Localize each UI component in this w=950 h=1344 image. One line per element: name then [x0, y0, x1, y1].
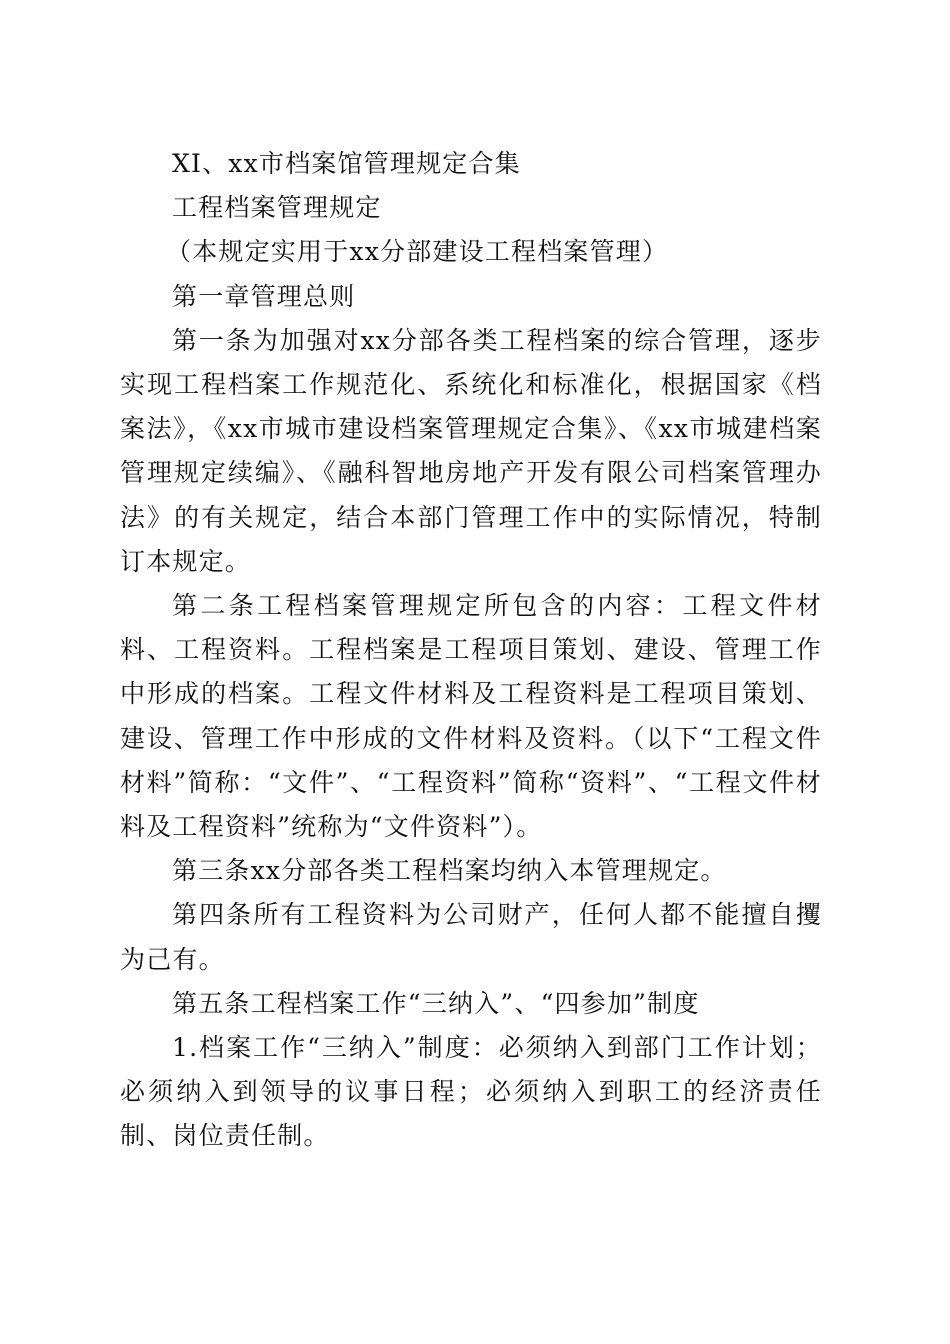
article-5-item-1-paragraph: 1.档案工作“三纳入”制度：必须纳入到部门工作计划；必须纳入到领导的议事日程；必须纳入到职工的经济责任制、岗位责任制。	[120, 1033, 822, 1151]
article-3-paragraph: 第三条xx分部各类工程档案均纳入本管理规定。	[172, 856, 727, 886]
article-1-paragraph: 第一条为加强对xx分部各类工程档案的综合管理，逐步实现工程档案工作规范化、系统化和标准化，根据国家《档案法》，《xx市城市建设档案管理规定合集》、《xx市城建档案管理规定续编》、《融科智地房地产开发有限公司档案管理办法》的有关规定，结合本部门管理工作中的实际情况，特制订本规定。	[120, 325, 822, 576]
article-4-paragraph: 第四条所有工程资料为公司财产，任何人都不能擅自攫为己有。	[120, 900, 822, 974]
chapter-heading: 第一章管理总则	[172, 281, 356, 311]
document-subtitle: （本规定实用于xx分部建设工程档案管理）	[166, 237, 669, 267]
article-2-paragraph: 第二条工程档案管理规定所包含的内容：工程文件材料、工程资料。工程档案是工程项目策划、建设、管理工作中形成的档案。工程文件材料及工程资料是工程项目策划、建设、管理工作中形成的文件材料及资料。（以下“工程文件材料”简称：“文件”、“工程资料”简称“资料”、“工程文件材料及工程资料”统称为“文件资料”）。	[120, 591, 822, 842]
document-heading: XI、xx市档案馆管理规定合集	[172, 149, 521, 178]
document-title: 工程档案管理规定	[172, 193, 382, 223]
article-5-paragraph: 第五条工程档案工作“三纳入”、“四参加”制度	[172, 988, 700, 1018]
document-body	[120, 142, 822, 1159]
